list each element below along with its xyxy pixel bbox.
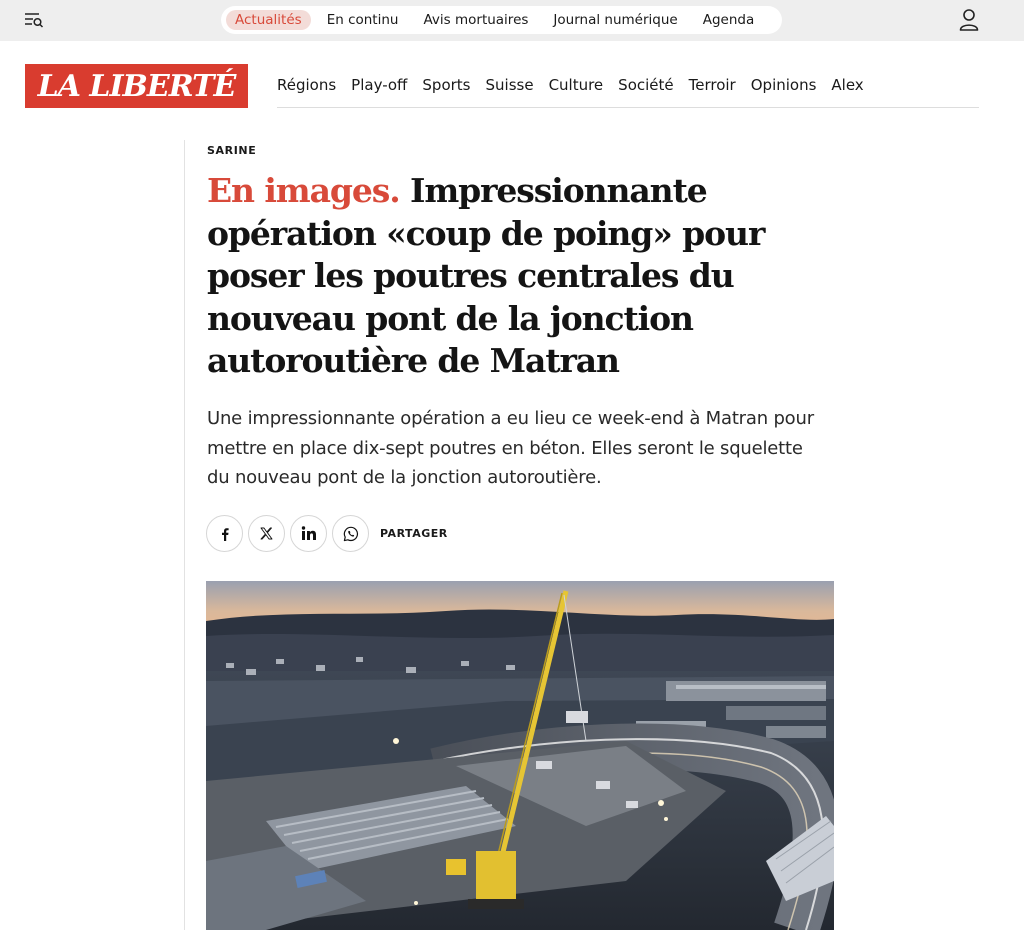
main-nav [277,73,979,108]
nav-item-opinions[interactable]: Opinions [750,76,817,94]
nav-item-sports[interactable]: Sports [422,76,471,94]
section-pill-nav [221,6,782,34]
pill-avis-mortuaires[interactable]: Avis mortuaires [423,12,529,28]
logo-text: LA LIBERTÉ [37,68,236,104]
user-icon[interactable] [958,8,980,32]
construction-site-illustration [206,581,834,930]
facebook-icon[interactable] [206,515,243,552]
menu-search-icon[interactable] [24,10,44,30]
share-bar [206,515,448,552]
x-icon[interactable] [248,515,285,552]
nav-item-societe[interactable]: Société [618,76,674,94]
site-logo[interactable] [25,64,248,108]
whatsapp-icon[interactable] [332,515,369,552]
article-photo[interactable] [206,581,834,930]
pill-en-continu[interactable]: En continu [326,12,399,28]
nav-item-terroir[interactable]: Terroir [688,76,736,94]
nav-item-play-off[interactable]: Play-off [351,76,408,94]
headline-accent: En images. [207,171,400,210]
article-divider [184,140,185,930]
article-lead: Une impressionnante opération a eu lieu ce week-end à Matran pour mettre en place dix-sept poutres en béton. Elles seront le squelette du nouveau pont de la jonction autoroutière. [207,408,814,488]
article-kicker[interactable]: SARINE [207,144,257,157]
nav-item-suisse[interactable]: Suisse [485,76,534,94]
nav-item-regions[interactable]: Régions [277,76,337,94]
article-headline [207,170,847,383]
linkedin-icon[interactable] [290,515,327,552]
nav-item-alex[interactable]: Alex [831,76,864,94]
pill-actualites[interactable]: Actualités [226,10,311,30]
share-label: PARTAGER [380,527,448,540]
headline-text: Impressionnante opération «coup de poing» pour poser les poutres centrales du nouveau pont de la jonction autoroutière de Matran [207,171,765,380]
pill-journal-numerique[interactable]: Journal numérique [553,12,678,28]
top-utility-bar [0,0,1024,41]
nav-item-culture[interactable]: Culture [548,76,604,94]
pill-agenda[interactable]: Agenda [702,12,755,28]
